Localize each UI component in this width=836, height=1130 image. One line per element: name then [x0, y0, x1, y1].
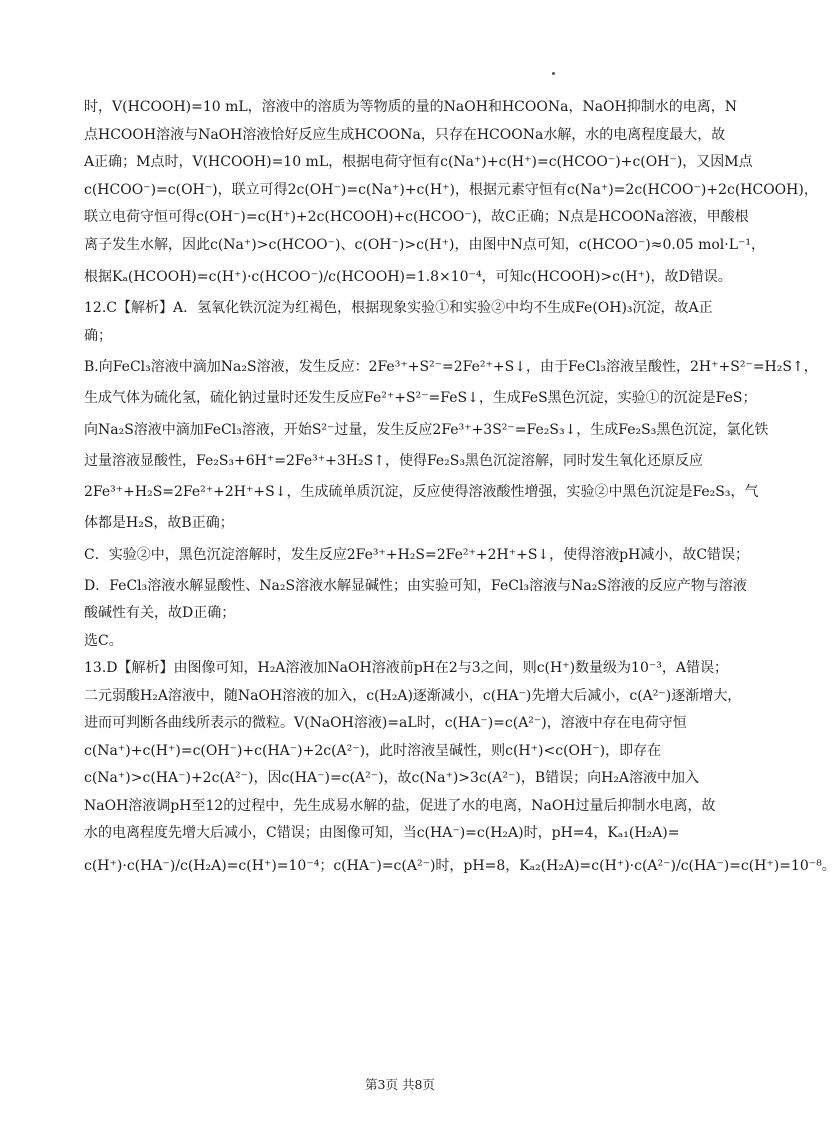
- text-line: 向Na₂S溶液中滴加FeCl₃溶液，开始S²⁻过量，发生反应2Fe³⁺+3S²⁻=Fe₂S₃↓，生成Fe₂S₃黑色沉淀，氯化铁: [84, 421, 769, 438]
- text-line: 13.D【解析】由图像可知，H₂A溶液加NaOH溶液前pH在2与3之间，则c(H⁺)数量级为10⁻³，A错误；: [84, 660, 728, 676]
- text-line: NaOH溶液调pH至12的过程中，先生成易水解的盐，促进了水的电离，NaOH过量后抑制水电离，故: [84, 797, 716, 814]
- text-line: c(HCOO⁻)=c(OH⁻)，联立可得2c(OH⁻)=c(Na⁺)+c(H⁺)，根据元素守恒有c(Na⁺)=2c(HCOO⁻)+2c(HCOOH)，: [84, 181, 818, 198]
- text-line: 水的电离程度先增大后减小，C错误；由图像可知，当c(HA⁻)=c(H₂A)时，pH=4，Kₐ₁(H₂A)=: [84, 825, 680, 841]
- speck: [552, 72, 555, 75]
- text-line: 确；: [84, 327, 112, 344]
- text-line: D．FeCl₃溶液水解显酸性、Na₂S溶液水解显碱性；由实验可知，FeCl₃溶液与Na₂S溶液的反应产物与溶液: [84, 577, 747, 594]
- text-line: 酸碱性有关，故D正确；: [84, 605, 236, 621]
- text-line: B.向FeCl₃溶液中滴加Na₂S溶液，发生反应：2Fe³⁺+S²⁻=2Fe²⁺+S↓，由于FeCl₃溶液呈酸性，2H⁺+S²⁻=H₂S↑，: [84, 359, 818, 375]
- text-line: 选C。: [84, 632, 123, 649]
- text-line: C．实验②中，黑色沉淀溶解时，发生反应2Fe³⁺+H₂S=2Fe²⁺+2H⁺+S↓，使得溶液pH减小，故C错误；: [84, 546, 750, 563]
- text-line: 点HCOOH溶液与NaOH溶液恰好反应生成HCOONa，只存在HCOONa水解，水的电离程度最大，故: [84, 126, 726, 143]
- text-line: 二元弱酸H₂A溶液中，随NaOH溶液的加入，c(H₂A)逐渐减小，c(HA⁻)先增大后减小，c(A²⁻)逐渐增大，: [84, 687, 742, 704]
- answer-text: [84, 94, 836, 884]
- text-line: 进而可判断各曲线所表示的微粒。V(NaOH溶液)=aL时，c(HA⁻)=c(A²⁻)，溶液中存在电荷守恒: [84, 715, 687, 731]
- text-line: 时，V(HCOOH)=10 mL，溶液中的溶质为等物质的量的NaOH和HCOONa，NaOH抑制水的电离，N: [84, 99, 737, 115]
- page-number: 第3页 共8页: [365, 1077, 435, 1092]
- text-line: c(H⁺)·c(HA⁻)/c(H₂A)=c(H⁺)=10⁻⁴；c(HA⁻)=c(A²⁻)时，pH=8，Kₐ₂(H₂A)=c(H⁺)·c(A²⁻)/c(HA⁻)=c(H⁺)=10⁻⁸。: [84, 857, 836, 874]
- text-line: 联立电荷守恒可得c(OH⁻)=c(H⁺)+2c(HCOOH)+c(HCOO⁻)，故C正确；N点是HCOONa溶液，甲酸根: [84, 209, 749, 225]
- text-line: 体都是H₂S，故B正确；: [84, 515, 234, 531]
- text-line: A正确；M点时，V(HCOOH)=10 mL，根据电荷守恒有c(Na⁺)+c(H⁺)=c(HCOO⁻)+c(OH⁻)，又因M点: [84, 154, 753, 170]
- text-line: 12.C【解析】A．氢氧化铁沉淀为红褐色，根据现象实验①和实验②中均不生成Fe(OH)₃沉淀，故A正: [84, 300, 713, 316]
- text-line: 离子发生水解，因此c(Na⁺)>c(HCOO⁻)、c(OH⁻)>c(H⁺)，由图中N点可知，c(HCOO⁻)≈0.05 mol·L⁻¹，: [84, 236, 766, 253]
- text-line: 生成气体为硫化氢，硫化钠过量时还发生反应Fe²⁺+S²⁻=FeS↓，生成FeS黑色沉淀，实验①的沉淀是FeS；: [84, 390, 757, 406]
- text-line: 根据Kₐ(HCOOH)=c(H⁺)·c(HCOO⁻)/c(HCOOH)=1.8×10⁻⁴，可知c(HCOOH)>c(H⁺)，故D错误。: [84, 269, 732, 285]
- text-line: 2Fe³⁺+H₂S=2Fe²⁺+2H⁺+S↓，生成硫单质沉淀，反应使得溶液酸性增强，实验②中黑色沉淀是Fe₂S₃，气: [84, 484, 759, 500]
- text-line: c(Na⁺)+c(H⁺)=c(OH⁻)+c(HA⁻)+2c(A²⁻)，此时溶液呈碱性，则c(H⁺)<c(OH⁻)，即存在: [84, 742, 662, 759]
- text-line: c(Na⁺)>c(HA⁻)+2c(A²⁻)，因c(HA⁻)=c(A²⁻)，故c(Na⁺)>3c(A²⁻)，B错误；向H₂A溶液中加入: [84, 770, 700, 786]
- text-line: 过量溶液显酸性，Fe₂S₃+6H⁺=2Fe³⁺+3H₂S↑，使得Fe₂S₃黑色沉淀溶解，同时发生氧化还原反应: [84, 452, 703, 469]
